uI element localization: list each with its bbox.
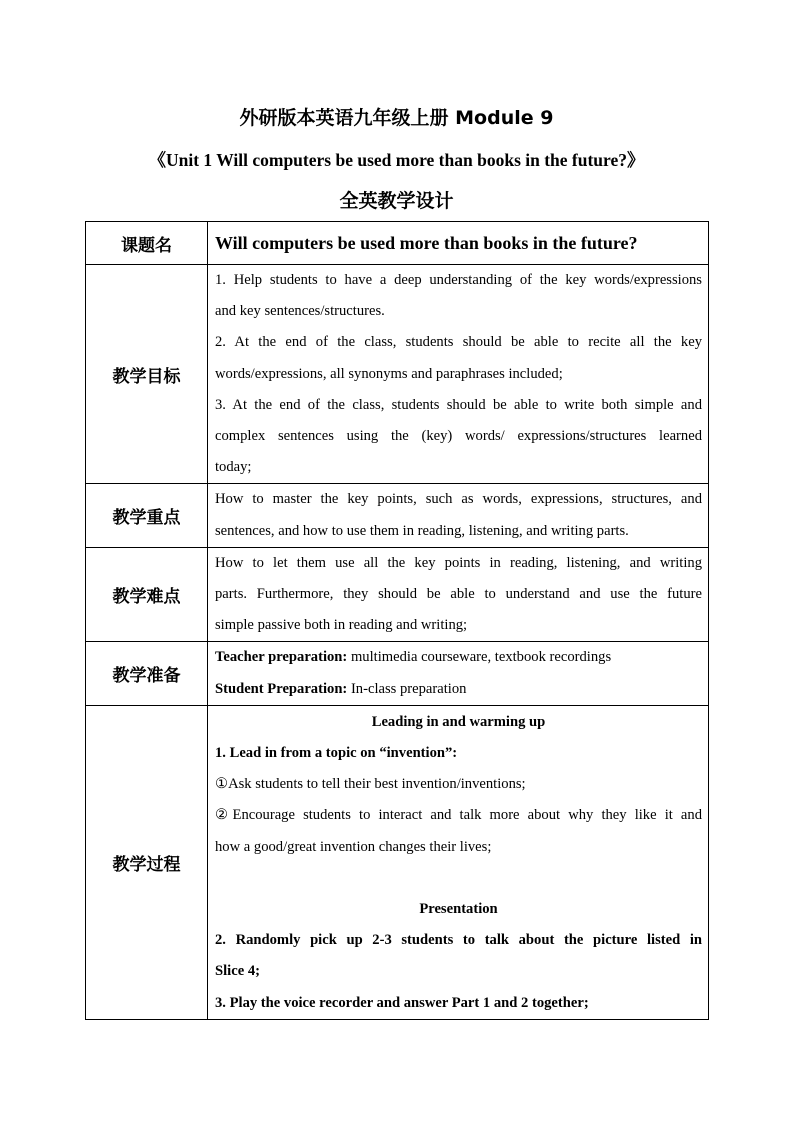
section-heading-presentation: Presentation <box>419 901 498 918</box>
unit-title: 《Unit 1 Will computers be used more than books in the future?》 <box>148 150 645 170</box>
table-row-difficulties <box>86 547 709 642</box>
key-points-line: sentences, and how to use them in reading, listening, and writing parts. <box>215 522 629 539</box>
student-preparation <box>215 674 702 705</box>
lesson-plan-table <box>85 221 709 1020</box>
difficulties-line: How to let them use all the key points in reading, listening, and writing <box>215 554 702 571</box>
key-points-line: How to master the key points, such as words, expressions, structures, and <box>215 491 702 508</box>
objectives-line: 1. Help students to have a deep understanding of the key words/expressions <box>215 272 702 288</box>
row-label-difficulties: 教学难点 <box>86 547 208 642</box>
row-label-objectives: 教学目标 <box>86 265 208 484</box>
objectives-line: 3. At the end of the class, students should be able to write both simple and <box>215 396 702 413</box>
teacher-preparation-value: multimedia courseware, textbook recordings <box>347 649 612 666</box>
student-preparation-label: Student Preparation: <box>215 680 348 697</box>
objectives-line: words/expressions, all synonyms and paraphrases included; <box>215 365 563 382</box>
section-heading-leading-in: Leading in and warming up <box>371 713 546 730</box>
teacher-preparation <box>215 642 702 673</box>
process-step-2-cont: Slice 4; <box>215 963 260 980</box>
process-step-1: 1. Lead in from a topic on “invention”: <box>215 745 458 762</box>
process-step-1b-cont: how a good/great invention changes their lives; <box>215 838 492 855</box>
objectives-line: and key sentences/structures. <box>215 303 385 320</box>
process-step-1b: ②Encourage students to interact and talk more about why they like it and <box>215 807 702 824</box>
table-row-process <box>86 705 709 1019</box>
preparation-content <box>208 642 709 705</box>
objectives-content <box>208 265 709 484</box>
key-points-content <box>208 484 709 547</box>
table-row-topic <box>86 222 709 265</box>
process-step-1a: ①Ask students to tell their best invention/inventions; <box>215 776 526 793</box>
table-row-objectives <box>86 265 709 484</box>
difficulties-line: parts. Furthermore, they should be able to understand and use the future <box>215 586 702 603</box>
objectives-line: today; <box>215 459 252 476</box>
process-content <box>208 705 709 1019</box>
document-subtitle: 全英教学设计 <box>339 190 454 212</box>
difficulties-line: simple passive both in reading and writing; <box>215 617 468 634</box>
process-step-2: 2. Randomly pick up 2-3 students to talk about the picture listed in <box>215 932 702 949</box>
process-step-3: 3. Play the voice recorder and answer Part 1 and 2 together; <box>215 994 589 1011</box>
topic-value: Will computers be used more than books in the future? <box>208 222 709 265</box>
teacher-preparation-label: Teacher preparation: <box>215 649 348 666</box>
table-row-key-points <box>86 484 709 547</box>
table-row-preparation <box>86 642 709 705</box>
row-label-process: 教学过程 <box>86 705 208 1019</box>
row-label-preparation: 教学准备 <box>86 642 208 705</box>
document-title: 外研版本英语九年级上册 Module 9 <box>239 107 554 129</box>
objectives-line: 2. At the end of the class, students should be able to recite all the key <box>215 334 702 351</box>
objectives-line: complex sentences using the (key) words/ expressions/structures learned <box>215 428 702 445</box>
blank-line <box>215 863 702 894</box>
row-label-topic: 课题名 <box>86 222 208 265</box>
row-label-key-points: 教学重点 <box>86 484 208 547</box>
student-preparation-value: In-class preparation <box>347 680 467 697</box>
difficulties-content <box>208 547 709 642</box>
